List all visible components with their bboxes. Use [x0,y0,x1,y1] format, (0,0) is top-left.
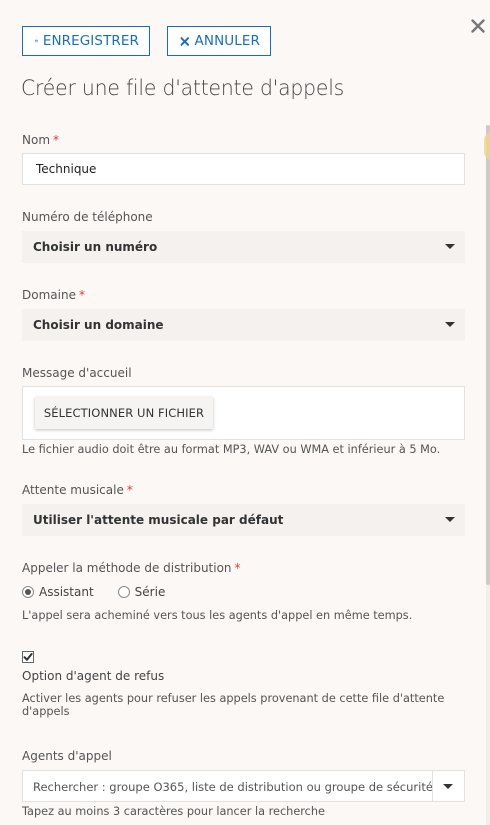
page-title: Créer une file d'attente d'appels [21,76,345,100]
agents-search-input[interactable] [22,770,465,802]
phone-label: Numéro de téléphone [22,210,153,224]
cancel-icon [180,35,190,48]
agents-search-placeholder: Rechercher : groupe O365, liste de distribution ou groupe de sécurité [33,780,433,794]
distribution-label [22,561,241,575]
distribution-radio-group [22,585,165,599]
greeting-help-text: Le fichier audio doit être au format MP3, WAV ou WMA et inférieur à 5 Mo. [22,443,441,456]
radio-assistant[interactable] [22,586,34,598]
scrollbar-thumb[interactable] [486,125,490,585]
domain-selected: Choisir un domaine [33,318,164,332]
save-icon [35,34,38,48]
save-button[interactable] [22,26,150,56]
chevron-down-icon [445,517,455,522]
music-on-hold-label-text: Attente musicale [22,483,124,497]
greeting-label: Message d'accueil [22,366,132,380]
checkmark-icon [23,652,33,662]
name-label [22,133,59,147]
refusal-option-label: Option d'agent de refus [22,669,165,683]
music-on-hold-dropdown[interactable] [22,504,465,536]
music-on-hold-selected: Utiliser l'attente musicale par défaut [33,513,284,527]
cancel-button-label: ANNULER [194,33,260,49]
agents-dropdown-toggle[interactable] [432,771,464,801]
radio-serie[interactable] [118,586,130,598]
refusal-help-text: Activer les agents pour refuser les appels provenant de cette file d'attente d'appels [22,692,445,718]
phone-number-selected: Choisir un numéro [33,240,158,254]
name-input[interactable]: Technique [22,153,465,185]
agents-help-text: Tapez au moins 3 caractères pour lancer la recherche [22,805,325,818]
select-file-button[interactable]: SÉLECTIONNER UN FICHIER [35,397,213,429]
required-marker: * [126,483,133,497]
radio-assistant-label[interactable]: Assistant [39,585,94,599]
required-marker: * [53,133,60,147]
radio-selected-dot [25,589,31,595]
cancel-button[interactable] [167,26,271,56]
chevron-down-icon [445,244,455,249]
required-marker: * [78,288,85,302]
required-marker: * [234,561,241,575]
refusal-checkbox[interactable] [22,651,34,663]
domain-label [22,288,85,302]
music-on-hold-label [22,483,133,497]
domain-dropdown[interactable] [22,309,465,341]
chevron-down-icon [445,322,455,327]
save-button-label: ENREGISTRER [42,33,139,49]
name-label-text: Nom [22,133,51,147]
radio-serie-label[interactable]: Série [134,585,166,599]
agents-label: Agents d'appel [22,749,112,763]
distribution-label-text: Appeler la méthode de distribution [22,561,232,575]
domain-label-text: Domaine [22,288,76,302]
distribution-help-text: L'appel sera acheminé vers tous les agents d'appel en même temps. [22,609,413,622]
phone-number-dropdown[interactable] [22,231,465,263]
edge-indicator [484,132,490,160]
chevron-down-icon [443,784,453,789]
greeting-file-box [22,386,465,440]
close-icon[interactable] [470,18,486,34]
